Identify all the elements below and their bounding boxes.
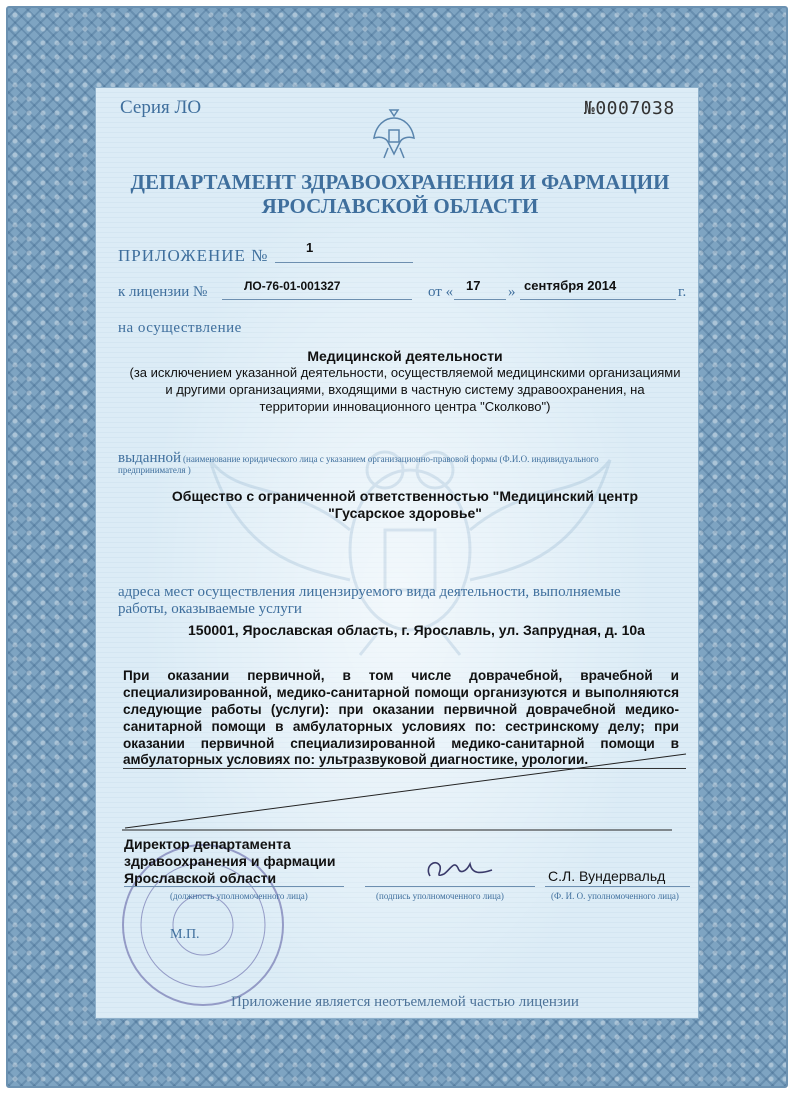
license-from-label: от « <box>428 284 454 300</box>
license-date-line <box>520 299 676 300</box>
signer-position-line2: здравоохранения и фармации <box>124 853 336 869</box>
signature-line <box>365 886 535 887</box>
organization-name-line1: Общество с ограниченной ответственностью "Медицинский центр <box>171 488 639 504</box>
address-label-line1: адреса мест осуществления лицензируемого вида деятельности, выполняемые <box>118 584 621 600</box>
activity-note-line2: и другими организациями, входящими в частную систему здравоохранения, на <box>165 382 645 397</box>
license-day-line <box>454 299 506 300</box>
issued-hint-line1: (наименование юридического лица с указанием организационно-правовой формы (Ф.И.О. индивидуального <box>183 454 599 464</box>
activity-note-line1: (за исключением указанной деятельности, осуществляемой медицинскими организациями <box>129 365 681 380</box>
signer-position-line3: Ярославской области <box>124 870 277 886</box>
license-number-line <box>222 299 412 300</box>
seal-label: М.П. <box>170 927 200 942</box>
license-prefix: к лицензии № <box>118 284 208 300</box>
services-line6: амбулаторных условиях по: ультразвуковой диагностике, урологии. <box>123 752 589 767</box>
signer-name: С.Л. Вундервальд <box>548 868 666 884</box>
activity-label: на осуществление <box>118 320 242 336</box>
appendix-label: ПРИЛОЖЕНИЕ № <box>118 246 269 265</box>
signer-position-line1: Директор департамента <box>124 836 291 852</box>
services-line3: следующие работы (услуги): при оказании первичной доврачебной медико- <box>123 702 679 717</box>
address-label-line2: работы, оказываемые услуги <box>118 601 302 617</box>
services-line1: При оказании первичной, в том числе доврачебной, врачебной и <box>123 668 679 683</box>
caption-position: (должность уполномоченного лица) <box>170 891 308 901</box>
strike-out-lines <box>120 752 690 832</box>
license-day: 17 <box>466 278 481 293</box>
services-line4: санитарной помощи в амбулаторных условиях по: сестринскому делу; при <box>123 719 679 734</box>
address-value: 150001, Ярославская область, г. Ярославль, ул. Запрудная, д. 10а <box>188 622 645 638</box>
document-number: №0007038 <box>584 98 675 119</box>
license-month-year: сентября 2014 <box>524 278 617 293</box>
appendix-number-line <box>275 262 413 263</box>
license-number: ЛО-76-01-001327 <box>244 279 341 293</box>
position-line <box>124 886 344 887</box>
name-line <box>545 886 690 887</box>
activity-title: Медицинской деятельности <box>307 348 503 364</box>
issued-hint-line2: предпринимателя ) <box>118 465 191 475</box>
services-line5: оказании первичной специализированной медико-санитарной помощи в <box>123 736 679 751</box>
caption-name: (Ф. И. О. уполномоченного лица) <box>551 891 679 901</box>
activity-note-line3: территории инновационного центра "Сколково") <box>259 399 551 414</box>
issued-label: выданной <box>118 450 182 466</box>
license-day-close: » <box>508 284 516 300</box>
appendix-number: 1 <box>306 240 314 255</box>
license-year-suffix: г. <box>678 284 687 300</box>
department-title-line2: ЯРОСЛАВСКОЙ ОБЛАСТИ <box>261 194 539 218</box>
series-label: Серия ЛО <box>120 97 202 118</box>
department-title-line1: ДЕПАРТАМЕНТ ЗДРАВООХРАНЕНИЯ И ФАРМАЦИИ <box>130 170 670 194</box>
footer-note: Приложение является неотъемлемой частью лицензии <box>231 994 579 1010</box>
services-line2: специализированной, медико-санитарной помощи организуются и выполняются <box>123 685 679 700</box>
handwritten-signature-icon <box>420 852 500 888</box>
coat-of-arms-icon <box>372 108 416 160</box>
organization-name-line2: "Гусарское здоровье" <box>328 505 482 521</box>
caption-signature: (подпись уполномоченного лица) <box>376 891 504 901</box>
